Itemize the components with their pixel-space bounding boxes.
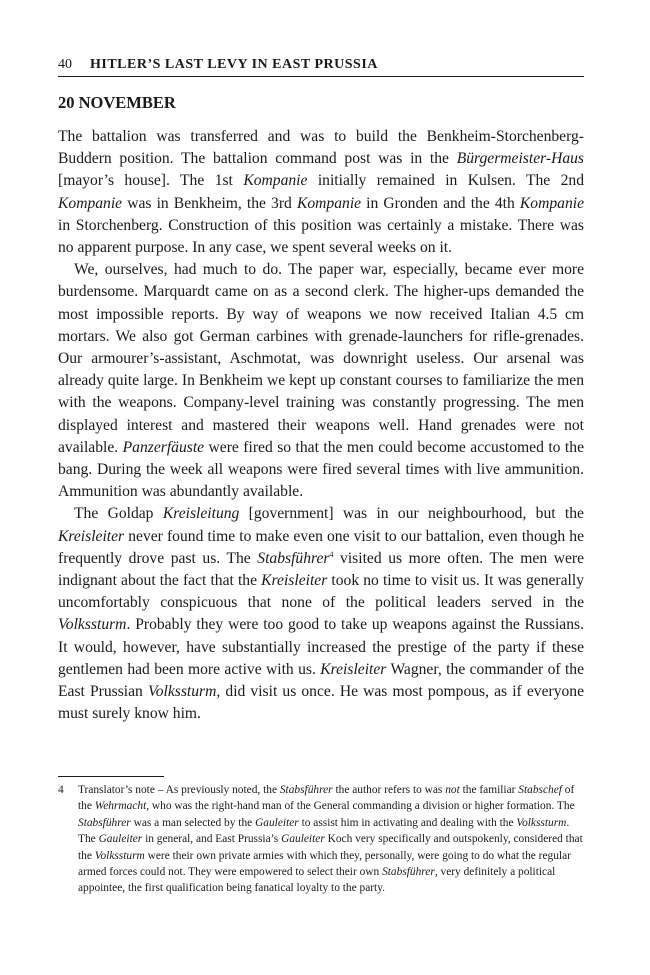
text-run: Koch very specifically and outspokenly, considered that the <box>78 833 583 862</box>
paragraph <box>58 503 584 725</box>
text-run: initially remained in Kulsen. The 2nd <box>307 172 584 190</box>
italic-term: Kreisleiter <box>320 660 387 678</box>
text-run: in Storchenberg. Construction of this position was certainly a mistake. There was no apparent purpose. In any case, we spent several weeks on it. <box>58 216 584 257</box>
text-run: , very definitely a political appointee, the first qualification being fanatical loyalty to the party. <box>78 866 556 895</box>
running-title: HITLER’S LAST LEVY IN EAST PRUSSIA <box>90 57 378 72</box>
footnote-rule <box>58 776 164 777</box>
italic-term: Wehrmacht <box>94 800 147 813</box>
italic-term: Kreisleitung <box>162 505 240 523</box>
text-run: was a man selected by the <box>130 816 256 829</box>
text-run: Translator’s note – As previously noted, the <box>78 784 280 796</box>
text-run: , who was the right-hand man of the General commanding a division or higher formation. The <box>146 800 575 813</box>
text-run: the familiar <box>459 784 519 796</box>
footnote-number: 4 <box>58 784 64 796</box>
body-text <box>58 126 584 725</box>
text-run: The battalion was transferred and was to build the Benkheim-Storchenberg-Buddern position. The battalion command post was in the <box>58 128 584 168</box>
section-heading: 20 NOVEMBER <box>58 93 176 112</box>
italic-term: Volkssturm, <box>147 683 221 701</box>
text-run: never found time to make even one visit to our battalion, even though he frequently drove past us. The <box>58 527 584 567</box>
italic-term: Gauleiter <box>98 833 143 846</box>
text-run: visited us more often. The men were indignant about the fact that the <box>58 549 584 590</box>
italic-term: Kreisleiter <box>58 527 125 545</box>
running-header <box>58 54 584 77</box>
text-run: . Probably they were too good to take up weapons against the Russians. It would, however, have substantially increased the prestige of the party if these gentlemen had been more active with us. <box>58 616 584 678</box>
italic-term: Volkssturm <box>516 816 567 829</box>
text-run: took no time to visit us. It was generally uncomfortably conspicuous that none of the political leaders served in the <box>58 572 584 612</box>
italic-term: Kompanie <box>58 194 123 212</box>
text-run: were their own private armies with which they, personally, were going to do what the regular armed forces could not. They were empowered to select their own <box>78 849 571 879</box>
text-run: Wagner, the commander of the East Prussian <box>58 660 584 701</box>
italic-term: Gauleiter <box>255 816 299 829</box>
text-run: did visit us once. He was most pompous, as if everyone must surely know him. <box>58 683 585 723</box>
text-run: in Gronden and the 4th <box>361 194 520 212</box>
paragraph <box>58 259 584 503</box>
italic-term: Kompanie <box>296 194 362 212</box>
italic-term: Stabsführer <box>382 866 435 879</box>
italic-term: Stabsführer <box>78 816 131 829</box>
text-run: the author refers to was <box>332 784 446 796</box>
text-run: [government] was in our neighbourhood, but the <box>239 505 584 523</box>
page-number: 40 <box>58 57 72 72</box>
italic-term: Kompanie <box>519 194 585 212</box>
text-run: The Goldap <box>74 505 163 523</box>
italic-term: Gauleiter <box>281 833 325 846</box>
text-run: in general, and East Prussia’s <box>142 833 282 846</box>
italic-term: Kompanie <box>243 172 308 190</box>
italic-term: Stabsführer <box>279 784 333 796</box>
italic-term: Stabsführer <box>257 549 330 567</box>
italic-term: Panzerfäuste <box>122 438 205 456</box>
footnote-text <box>78 782 584 897</box>
text-run: to assist him in activating and dealing with the <box>298 816 517 829</box>
text-run: . The <box>78 816 570 846</box>
italic-term: Kreisleiter <box>261 572 328 590</box>
footnote <box>58 782 584 897</box>
text-run: was in Benkheim, the 3rd <box>122 194 297 212</box>
italic-term: Stabschef <box>518 784 562 796</box>
paragraph <box>58 126 584 259</box>
text-run: [mayor’s house]. The 1st <box>58 172 244 190</box>
italic-term: not <box>445 784 460 796</box>
text-run: were fired so that the men could become accustomed to the bang. During the week all weapons were fired several times with live ammunition. Ammunition was abundantly available. <box>58 438 584 501</box>
italic-term: Bürgermeister-Haus <box>456 150 584 168</box>
italic-term: Volkssturm <box>58 616 127 634</box>
text-run: We, ourselves, had much to do. The paper war, especially, became ever more burdensome. Marquardt came on as a second clerk. The higher-ups demanded the most impossible reports. By way of weapons we now received Italian 4.5 cm mortars. We also got German carbines with grenade-launchers for rifle-grenades. Our armourer’s-assistant, Aschmotat, was downright useless. Our arsenal was already quite large. In Benkheim we kept up constant courses to familiarize the men with the weapons. Company-level training was constantly progressing. The men displayed interest and mastered their weapons well. Hand grenades were not available. <box>58 261 584 456</box>
footnote-ref: 4 <box>329 549 334 559</box>
italic-term: Volkssturm <box>94 849 145 862</box>
text-run: of the <box>78 784 575 813</box>
